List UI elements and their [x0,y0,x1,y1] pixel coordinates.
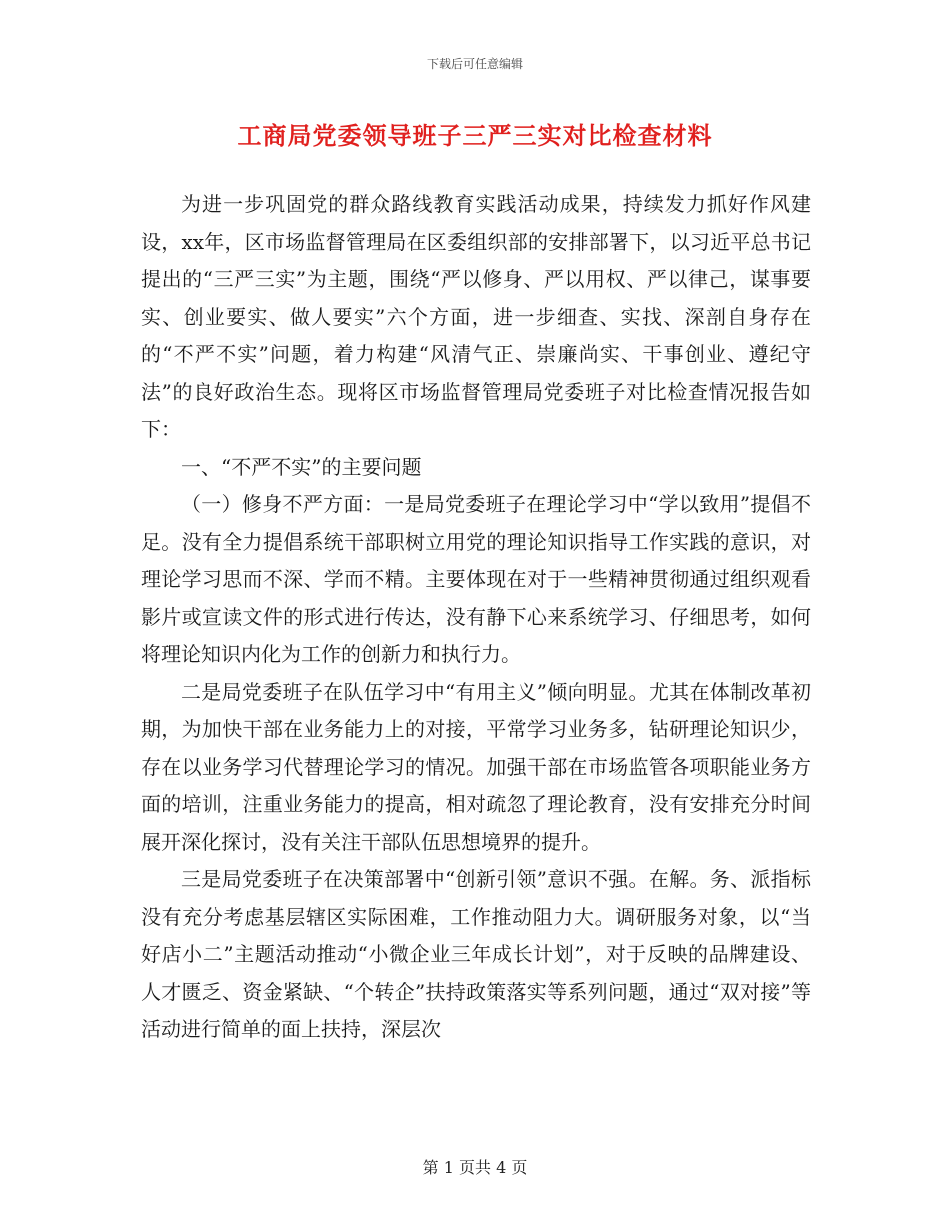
paragraph-intro: 为进一步巩固党的群众路线教育实践活动成果，持续发力抓好作风建设，xx年，区市场监督管理局在区委组织部的安排部署下，以习近平总书记提出的“三严三实”为主题，围绕“严以修身、严以用权、严以律己，谋事要实、创业要实、做人要实”六个方面，进一步细查、实找、深剖自身存在的“不严不实”问题，着力构建“风清气正、崇廉尚实、干事创业、遵纪守法”的良好政治生态。现将区市场监督管理局党委班子对比检查情况报告如下： [141,192,811,441]
header-note: 下载后可任意编辑 [426,57,523,71]
paragraph-issue-1: （一）修身不严方面：一是局党委班子在理论学习中“学以致用”提倡不足。没有全力提倡系统干部职树立用党的理论知识指导工作实践的意识，对理论学习思而不深、学而不精。主要体现在对于一些精神贯彻通过组织观看影片或宣读文件的形式进行传达，没有静下心来系统学习、仔细思考，如何将理论知识内化为工作的创新力和执行力。 [141,492,811,666]
page-number: 第 1 页共 4 页 [422,1158,528,1177]
document-body [141,186,811,1049]
section-heading: 一、“不严不实”的主要问题 [181,454,422,479]
paragraph-issue-2: 二是局党委班子在队伍学习中“有用主义”倾向明显。尤其在体制改革初期，为加快干部在业务能力上的对接，平常学习业务多，钻研理论知识少，存在以业务学习代替理论学习的情况。加强干部在市场监管各项职能业务方面的培训，注重业务能力的提高，相对疏忽了理论教育，没有安排充分时间展开深化探讨，没有关注干部队伍思想境界的提升。 [141,679,811,854]
document-title: 工商局党委领导班子三严三实对比检查材料 [237,121,713,150]
paragraph-issue-3: 三是局党委班子在决策部署中“创新引领”意识不强。在解。务、派指标没有充分考虑基层辖区实际困难，工作推动阻力大。调研服务对象，以“当好店小二”主题活动推动“小微企业三年成长计划”，对于反映的品牌建设、人才匮乏、资金紧缺、“个转企”扶持政策落实等系列问题，通过“双对接”等活动进行简单的面上扶持，深层次 [141,867,811,1041]
